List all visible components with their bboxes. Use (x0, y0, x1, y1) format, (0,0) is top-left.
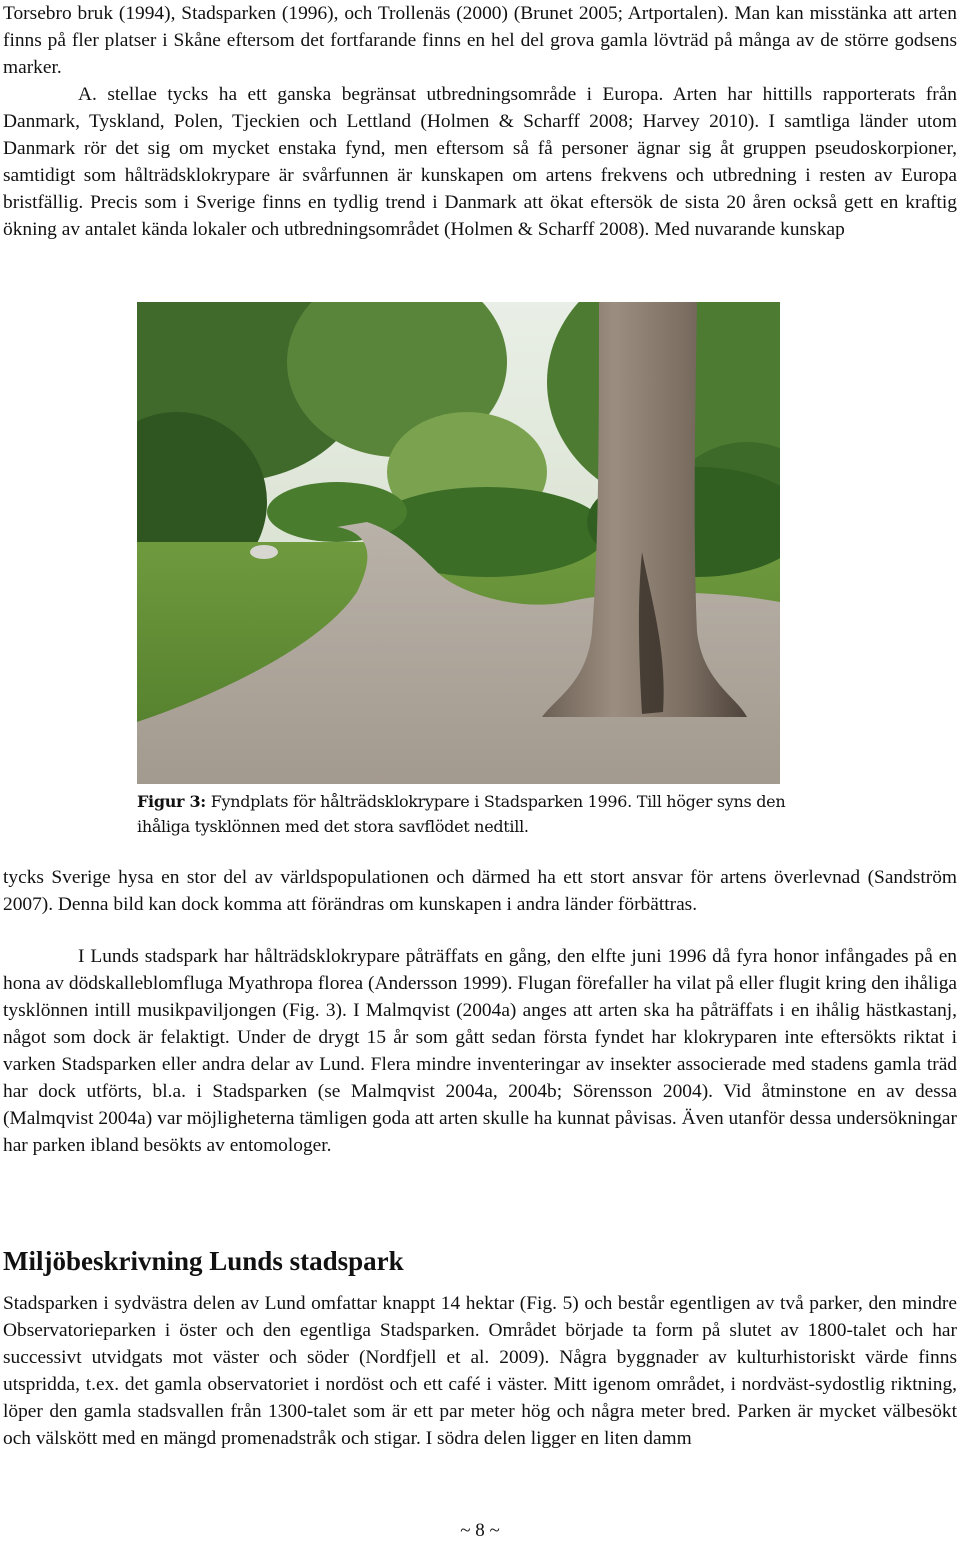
paragraph-lund-findings: I Lunds stadspark har hålträdsklokrypare påträffats en gång, den elfte juni 1996 då fyra honor infångades på en hona av dödskalleblomfluga Myathropa florea (Andersson 1999). Flugan förefaller ha vilat på eller flugit kring den ihåliga tysklönnen intill musikpaviljongen (Fig. 3). I Malmqvist (2004a) anges att arten ska ha påträffats i en ihålig hästkastanj, något som dock är felaktigt. Under de drygt 15 år som gått sedan första fyndet har klokryparen inte eftersökts riktat i varken Stadsparken eller andra delar av Lund. Flera mindre inventeringar av insekter associerade med stadens gamla träd har dock utförts, bl.a. i Stadsparken (se Malmqvist 2004a, 2004b; Sörensson 2004). Vid åtminstone en av dessa (Malmqvist 2004a) var möjligheterna tämligen goda att arten skulle ha kunnat påvisas. Även utanför dessa undersökningar har parken ibland besökts av entomologer. (3, 946, 957, 1156)
paragraph-europe-text: A. stellae tycks ha ett ganska begränsat utbredningsområde i Europa. Arten har hittills rapporterats från Danmark, Tyskland, Polen, Tjeckien och Lettland (Holmen & Scharff 2008; Harvey 2010). I samtliga länder utom Danmark rör det sig om mycket enstaka fynd, men eftersom så få personer ägnar sig åt gruppen pseudoskorpioner, samtidigt som hålträdsklokrypare är svårfunnen är kunskapen om artens frekvens och utbredning i resten av Europa bristfällig. Precis som i Sverige finns en tydlig trend i Danmark att ökat eftersök de sista 20 åren också gett en kraftig ökning av antalet kända lokaler och utbredningsområdet (Holmen & Scharff 2008). Med nuvarande kunskap (3, 84, 957, 240)
park-photo (137, 302, 780, 784)
page-number: ~ 8 ~ (460, 1520, 500, 1541)
paragraph-park-description: Stadsparken i sydvästra delen av Lund omfattar knappt 14 hektar (Fig. 5) och består egentligen av två parker, den mindre Observatorieparken i öster och den egentliga Stadsparken. Området började ta form på slutet av 1800-talet och har successivt utvidgats mot väster och söder (Nordfjell et al. 2009). Några byggnader av kulturhistoriskt värde finns utspridda, t.ex. det gamla observatoriet i nordöst och ett café i väster. Mitt igenom området, i nordväst-sydostlig riktning, löper den gamla stadsvallen från 1300-talet som är ett par meter hög och några meter bred. Parken är mycket välbesökt och välskött med en mängd promenadstråk och stigar. I södra delen ligger en liten damm (3, 1293, 957, 1449)
figure-caption-text: Fyndplats för hålträdsklokrypare i Stadsparken 1996. Till höger syns den ihåliga tysklönnen med det stora savflödet nedtill. (137, 792, 786, 836)
paragraph-sweden-text: Torsebro bruk (1994), Stadsparken (1996), och Trollenäs (2000) (Brunet 2005; Artportalen). Man kan misstänka att arten finns på fler platser i Skåne eftersom det fortfarande finns en hel del grova gamla lövträd på många av de större godsens marker. (3, 3, 957, 78)
figure-label: Figur 3: (137, 792, 206, 811)
paragraph-distribution (3, 0, 957, 243)
park-photo-illustration (137, 302, 780, 784)
paragraph-world-population: tycks Sverige hysa en stor del av världspopulationen och därmed ha ett stort ansvar för artens överlevnad (Sandström 2007). Denna bild kan dock komma att förändras om kunskapen i andra länder förbättras. (3, 867, 957, 915)
section-heading: Miljöbeskrivning Lunds stadspark (3, 1246, 404, 1276)
figure-caption (137, 789, 797, 839)
